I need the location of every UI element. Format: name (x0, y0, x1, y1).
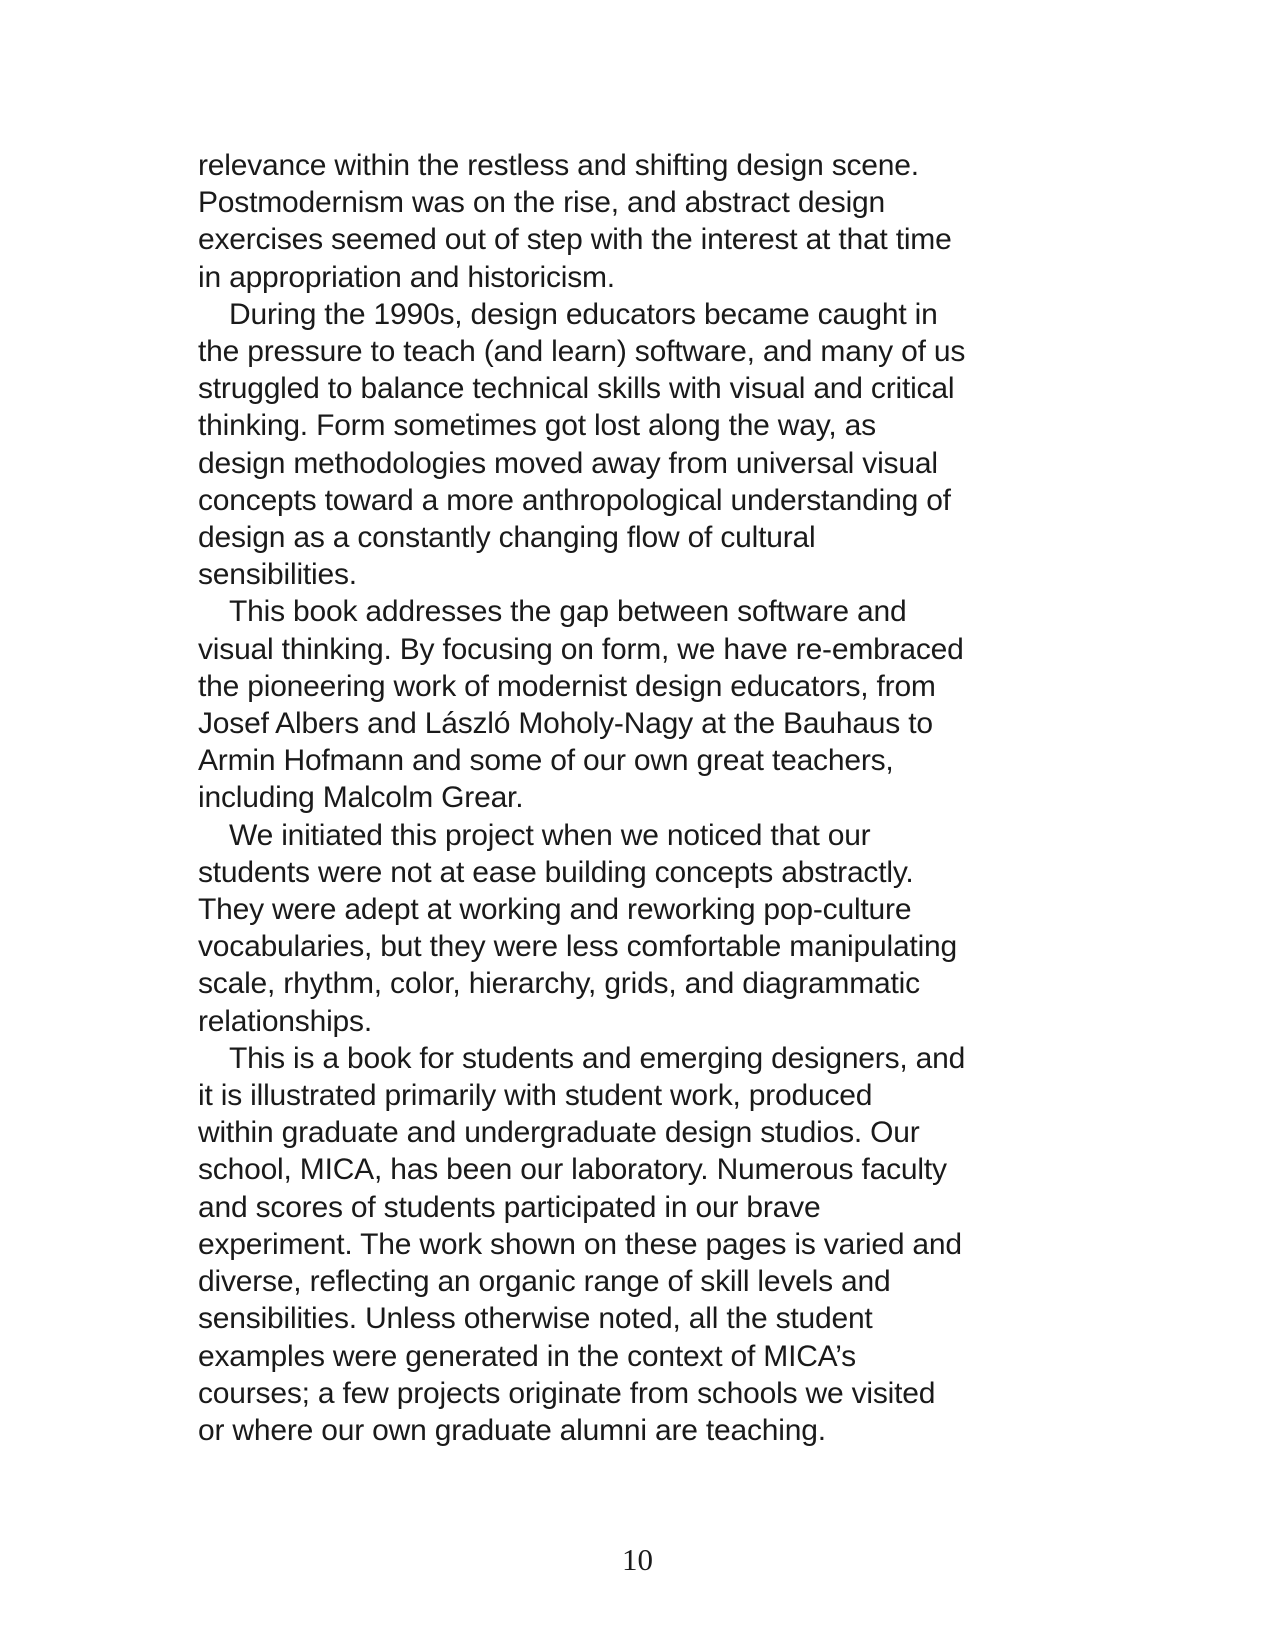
text-line: Josef Albers and László Moholy-Nagy at the Bauhaus to (198, 707, 933, 741)
text-line: it is illustrated primarily with student work, produced (198, 1079, 873, 1113)
text-line: exercises seemed out of step with the interest at that time (198, 223, 952, 257)
text-line: Armin Hofmann and some of our own great teachers, (198, 744, 894, 778)
paragraph (198, 147, 1078, 296)
text-line: courses; a few projects originate from schools we visited (198, 1376, 936, 1410)
text-line: vocabularies, but they were less comfortable manipulating (198, 930, 958, 964)
text-line: struggled to balance technical skills with visual and critical (198, 372, 955, 406)
text-line: students were not at ease building concepts abstractly. (198, 855, 914, 889)
text-line: This is a book for students and emerging designers, and (229, 1041, 966, 1075)
paragraph (198, 817, 1078, 1040)
text-line: or where our own graduate alumni are teaching. (198, 1413, 826, 1447)
text-line: relationships. (198, 1004, 372, 1038)
text-line: We initiated this project when we noticed that our (229, 818, 871, 852)
text-line: including Malcolm Grear. (198, 781, 524, 815)
text-line: scale, rhythm, color, hierarchy, grids, and diagrammatic (198, 967, 920, 1001)
text-line: sensibilities. (198, 558, 357, 592)
text-line: Postmodernism was on the rise, and abstract design (198, 186, 886, 220)
text-line: the pioneering work of modernist design educators, from (198, 669, 936, 703)
text-line: examples were generated in the context of MICA’s (198, 1339, 856, 1373)
body-text (198, 147, 1078, 1449)
paragraph (198, 296, 1078, 594)
text-line: relevance within the restless and shifting design scene. (198, 149, 919, 182)
text-line: within graduate and undergraduate design studios. Our (198, 1116, 920, 1150)
text-line: school, MICA, has been our laboratory. Numerous faculty (198, 1153, 947, 1187)
text-line: experiment. The work shown on these pages is varied and (198, 1227, 962, 1261)
text-line: design as a constantly changing flow of cultural (198, 521, 816, 555)
text-line: diverse, reflecting an organic range of skill levels and (198, 1265, 891, 1299)
text-line: and scores of students participated in our brave (198, 1190, 821, 1224)
text-line: in appropriation and historicism. (198, 260, 615, 294)
text-line: During the 1990s, design educators became caught in (229, 297, 938, 331)
text-line: concepts toward a more anthropological understanding of (198, 483, 951, 517)
page-number: 10 (622, 1542, 653, 1577)
text-line: This book addresses the gap between software and (229, 595, 907, 629)
text-line: sensibilities. Unless otherwise noted, all the student (198, 1302, 873, 1336)
text-line: design methodologies moved away from universal visual (198, 446, 938, 480)
text-line: thinking. Form sometimes got lost along the way, as (198, 409, 876, 443)
text-line: visual thinking. By focusing on form, we have re-embraced (198, 632, 964, 666)
text-line: the pressure to teach (and learn) software, and many of us (198, 335, 966, 369)
text-line: They were adept at working and reworking pop-culture (198, 893, 912, 927)
paragraph (198, 593, 1078, 816)
paragraph (198, 1040, 1078, 1449)
